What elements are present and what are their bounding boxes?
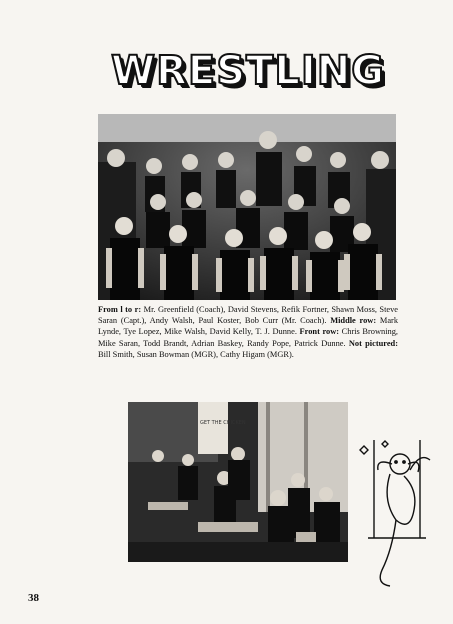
caption-not-pictured-label: Not pictured: [348,338,398,348]
caption-front-label: Front row: [299,327,340,337]
page-title: WRESTLING [110,48,386,94]
caption-not-pictured: Bill Smith, Susan Bowman (MGR), Cathy Higam (MGR). [98,349,294,359]
caption-front-row: Chris Browning, Mike Saran, Todd Brandt, Adrian Baskey, Randy Pope, Patrick Dunne. [98,327,399,348]
mouse-dangling-from-bar-icon [352,440,434,590]
caption-middle-row: Mark Lynde, Tye Lopez, Mike Walsh, David Kelly, T. J. Dunne. [98,316,399,337]
photo-caption [98,304,398,360]
banner-text: GET THE CHICKEN [200,420,246,426]
page-number: 38 [28,592,39,604]
caption-back-row: Mr. Greenfield (Coach), David Stevens, Refik Fortner, Shawn Moss, Steve Saran (Capt.), Andy Walsh, Paul Koster, Bob Curr (Mr. Coach). [98,305,399,326]
team-photo [98,114,396,300]
caption-middle-label: Middle row: [330,316,377,326]
action-photo [128,402,348,562]
caption-intro: From l to r: [98,305,142,314]
